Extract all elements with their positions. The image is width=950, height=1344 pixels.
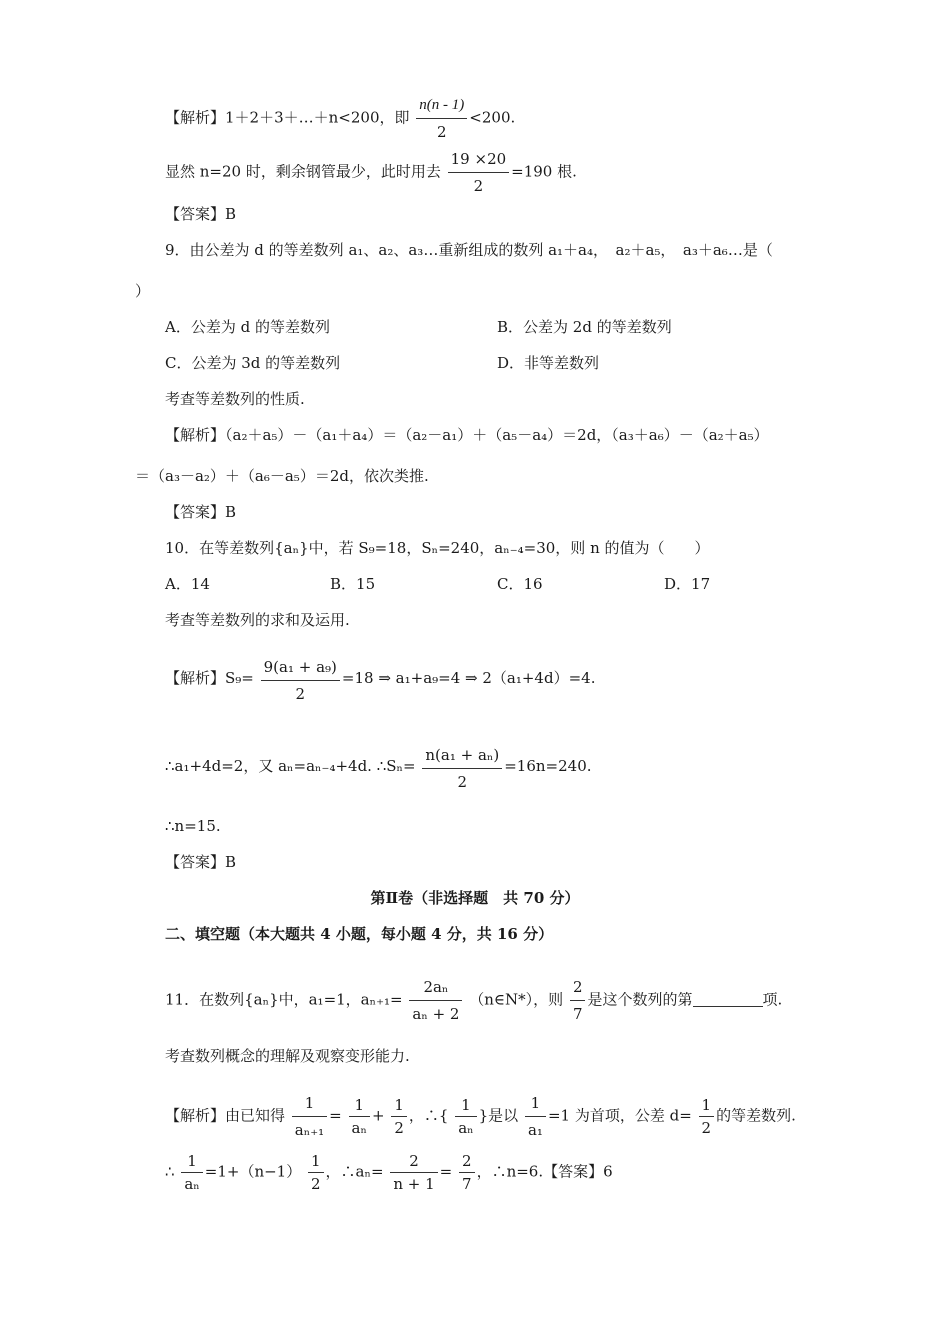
q8-jiexi-line: 【解析】1＋2＋3＋…＋n<200，即 $\frac{n(n - 1)}{2}$ <200. xyxy=(165,92,515,145)
q9-jiexi-line1: 【解析】（a₂＋a₅）－（a₁＋a₄）＝（a₂－a₁）＋（a₅－a₄）＝2d，（a₃＋a₆）－（a₂＋a₅） xyxy=(165,426,769,444)
q8-line2: 显然 n=20 时，剩余钢管最少，此时用去 $\frac{19 \times 20}{2}$ =190 根. xyxy=(165,146,577,199)
fraction: $\frac{1}{2}$ xyxy=(699,1094,715,1139)
part2-heading: 二、填空题（本大题共 4 小题，每小题 4 分，共 16 分） xyxy=(165,925,554,943)
q9-topic: 考查等差数列的性质. xyxy=(165,390,305,408)
fraction: $\frac{2}{7}$ xyxy=(570,974,586,1027)
q9-stem: 9．由公差为 d 的等差数列 a₁、a₂、a₃…重新组成的数列 a₁＋a₄， a₂＋a₅， a₃＋a₆…是（ xyxy=(165,241,773,259)
q10-option-d: D．17 xyxy=(664,575,711,593)
q10-topic: 考查等差数列的求和及运用. xyxy=(165,611,350,629)
q10-option-a: A．14 xyxy=(165,575,210,593)
q9-jiexi-line2: ＝（a₃－a₂）＋（a₆－a₅）＝2d，依次类推. xyxy=(135,467,429,485)
q9-option-b: B．公差为 2d 的等差数列 xyxy=(497,318,672,336)
q10-answer: 【答案】B xyxy=(165,853,237,871)
answer-blank xyxy=(693,992,763,1007)
fraction: $\frac{1}{\text{aₙ}}$ xyxy=(349,1094,370,1139)
fraction: $\frac{1}{2}$ xyxy=(391,1094,407,1139)
fraction: $\frac{1}{\text{aₙ}}$ xyxy=(455,1094,476,1139)
fraction: $\frac{\text{n(a₁ + aₙ)}}{2}$ xyxy=(422,742,502,795)
fraction: $\frac{1}{\text{aₙ₊₁}}$ xyxy=(292,1090,327,1143)
section-title: 第Ⅱ卷（非选择题 共 70 分） xyxy=(370,889,580,907)
q11-topic: 考查数列概念的理解及观察变形能力. xyxy=(165,1047,410,1065)
q9-stem-close: ） xyxy=(135,282,151,300)
fraction: $\frac{1}{2}$ xyxy=(308,1150,324,1195)
jiexi-label: 【解析】 xyxy=(165,108,226,127)
fraction: $\frac{\text{2aₙ}}{\text{aₙ + 2}}$ xyxy=(409,974,462,1027)
q11-stem: 11．在数列{aₙ}中，a₁=1，aₙ₊₁= $\frac{\text{2aₙ}}{\text{aₙ + 2}}$ （n∈N*），则 $\frac{2}{7}$ 是这个数列的第 项. xyxy=(165,974,782,1027)
q10-jiexi-line: 【解析】S₉= $\frac{\text{9(a₁ + a₉)}}{2}$ =18 ⇒ a₁+a₉=4 ⇒ 2（a₁+4d）=4. xyxy=(165,654,595,707)
q10-stem: 10．在等差数列{aₙ}中，若 S₉=18，Sₙ=240，aₙ₋₄=30，则 n 的值为（ ） xyxy=(165,539,710,557)
q11-last-line: ∴ $\frac{1}{\text{aₙ}}$ =1+（n−1） $\frac{1}{2}$ ，∴aₙ= $\frac{2}{n + 1}$ = $\frac{2}{7}$ ，∴n=6.【答案】6 xyxy=(165,1152,613,1193)
jiexi-text: 1＋2＋3＋…＋n<200，即 xyxy=(225,108,410,127)
q10-conclusion: ∴n=15. xyxy=(165,817,221,835)
fraction: $\frac{1}{\text{a₁}}$ xyxy=(525,1090,546,1143)
fraction: $\frac{n(n - 1)}{2}$ xyxy=(416,92,467,145)
fraction: $\frac{\text{9(a₁ + a₉)}}{2}$ xyxy=(261,654,340,707)
q10-line2: ∴a₁+4d=2，又 aₙ=aₙ₋₄+4d. ∴Sₙ= $\frac{\text{n(a₁ + aₙ)}}{2}$ =16n=240. xyxy=(165,742,592,795)
q11-jiexi-line: 【解析】由已知得 $\frac{1}{\text{aₙ₊₁}}$ = $\frac{1}{\text{aₙ}}$ + $\frac{1}{2}$ ，∴{ $\frac{1}{\text{aₙ}}$ }是以 $\frac{1}{\text{a₁}}$ =1 为首项，公差 d= $\frac{1}{2}$ 的等差数列. xyxy=(165,1090,796,1143)
q8-answer: 【答案】B xyxy=(165,205,237,223)
q9-answer: 【答案】B xyxy=(165,503,237,521)
q9-option-d: D．非等差数列 xyxy=(497,354,600,372)
fraction: $\frac{2}{7}$ xyxy=(459,1150,475,1195)
q10-option-c: C．16 xyxy=(497,575,543,593)
q10-option-b: B．15 xyxy=(330,575,376,593)
fraction: $\frac{2}{n + 1}$ xyxy=(390,1150,437,1195)
fraction: $\frac{19 \times 20}{2}$ xyxy=(448,146,510,199)
q9-option-a: A．公差为 d 的等差数列 xyxy=(165,318,330,336)
fraction: $\frac{1}{\text{aₙ}}$ xyxy=(181,1150,202,1195)
q9-option-c: C．公差为 3d 的等差数列 xyxy=(165,354,341,372)
